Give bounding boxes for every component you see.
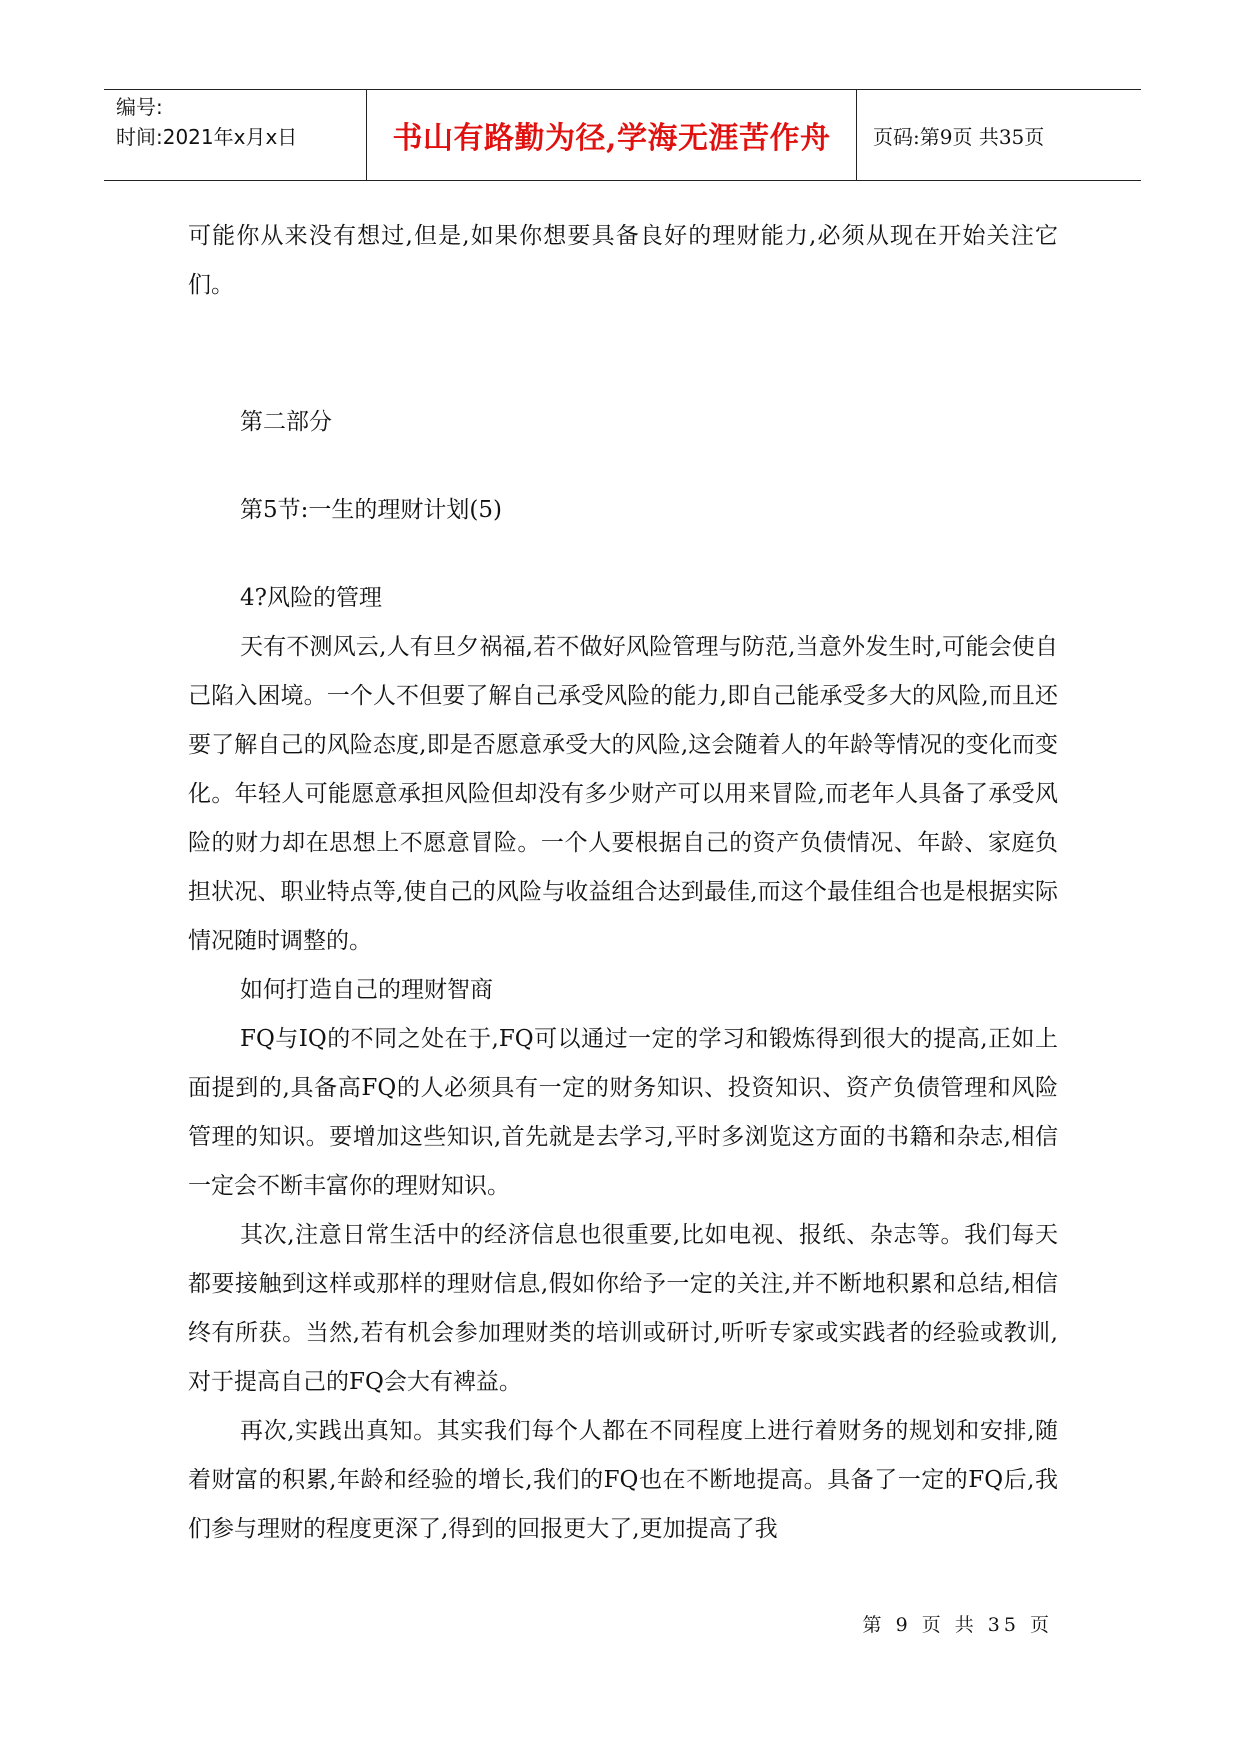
paragraph: 天有不测风云,人有旦夕祸福,若不做好风险管理与防范,当意外发生时,可能会使自己陷入困境。一个人不但要了解自己承受风险的能力,即自己能承受多大的风险,而且还要了解自己的风险态度,即是否愿意承受大的风险,这会随着人的年龄等情况的变化而变化。年轻人可能愿意承担风险但却没有多少财产可以用来冒险,而老年人具备了承受风险的财力却在思想上不愿意冒险。一个人要根据自己的资产负债情况、年龄、家庭负担状况、职业特点等,使自己的风险与收益组合达到最佳,而这个最佳组合也是根据实际情况随时调整的。 xyxy=(188,634,1058,954)
page-header xyxy=(104,89,1141,181)
part-heading: 第二部分 xyxy=(240,409,332,435)
page-footer: 第 9 页 共 35 页 xyxy=(862,1614,1053,1636)
paragraph: 可能你从来没有想过,但是,如果你想要具备良好的理财能力,必须从现在开始关注它们。 xyxy=(188,223,1058,298)
subheading: 如何打造自己的理财智商 xyxy=(240,977,493,1003)
header-meta xyxy=(104,90,367,180)
paragraph: 其次,注意日常生活中的经济信息也很重要,比如电视、报纸、杂志等。我们每天都要接触到这样或那样的理财信息,假如你给予一定的关注,并不断地积累和总结,相信终有所获。当然,若有机会参加理财类的培训或研讨,听听专家或实践者的经验或教训,对于提高自己的FQ会大有裨益。 xyxy=(188,1222,1058,1395)
paragraph: FQ与IQ的不同之处在于,FQ可以通过一定的学习和锻炼得到很大的提高,正如上面提到的,具备高FQ的人必须具有一定的财务知识、投资知识、资产负债管理和风险管理的知识。要增加这些知识,首先就是去学习,平时多浏览这方面的书籍和杂志,相信一定会不断丰富你的理财知识。 xyxy=(188,1026,1058,1199)
serial-number-label: 编号: xyxy=(116,95,163,119)
header-motto: 书山有路勤为径,学海无涯苦作舟 xyxy=(367,90,857,180)
document-body xyxy=(188,212,1058,1554)
header-page-info: 页码:第9页 共35页 xyxy=(873,124,1045,149)
paragraph: 再次,实践出真知。其实我们每个人都在不同程度上进行着财务的规划和安排,随着财富的积累,年龄和经验的增长,我们的FQ也在不断地提高。具备了一定的FQ后,我们参与理财的程度更深了,得到的回报更大了,更加提高了我 xyxy=(188,1418,1058,1542)
section-heading: 第5节:一生的理财计划(5) xyxy=(240,497,502,523)
subsection-heading: 4?风险的管理 xyxy=(240,585,382,611)
time-label: 时间:2021年x月x日 xyxy=(116,125,298,149)
